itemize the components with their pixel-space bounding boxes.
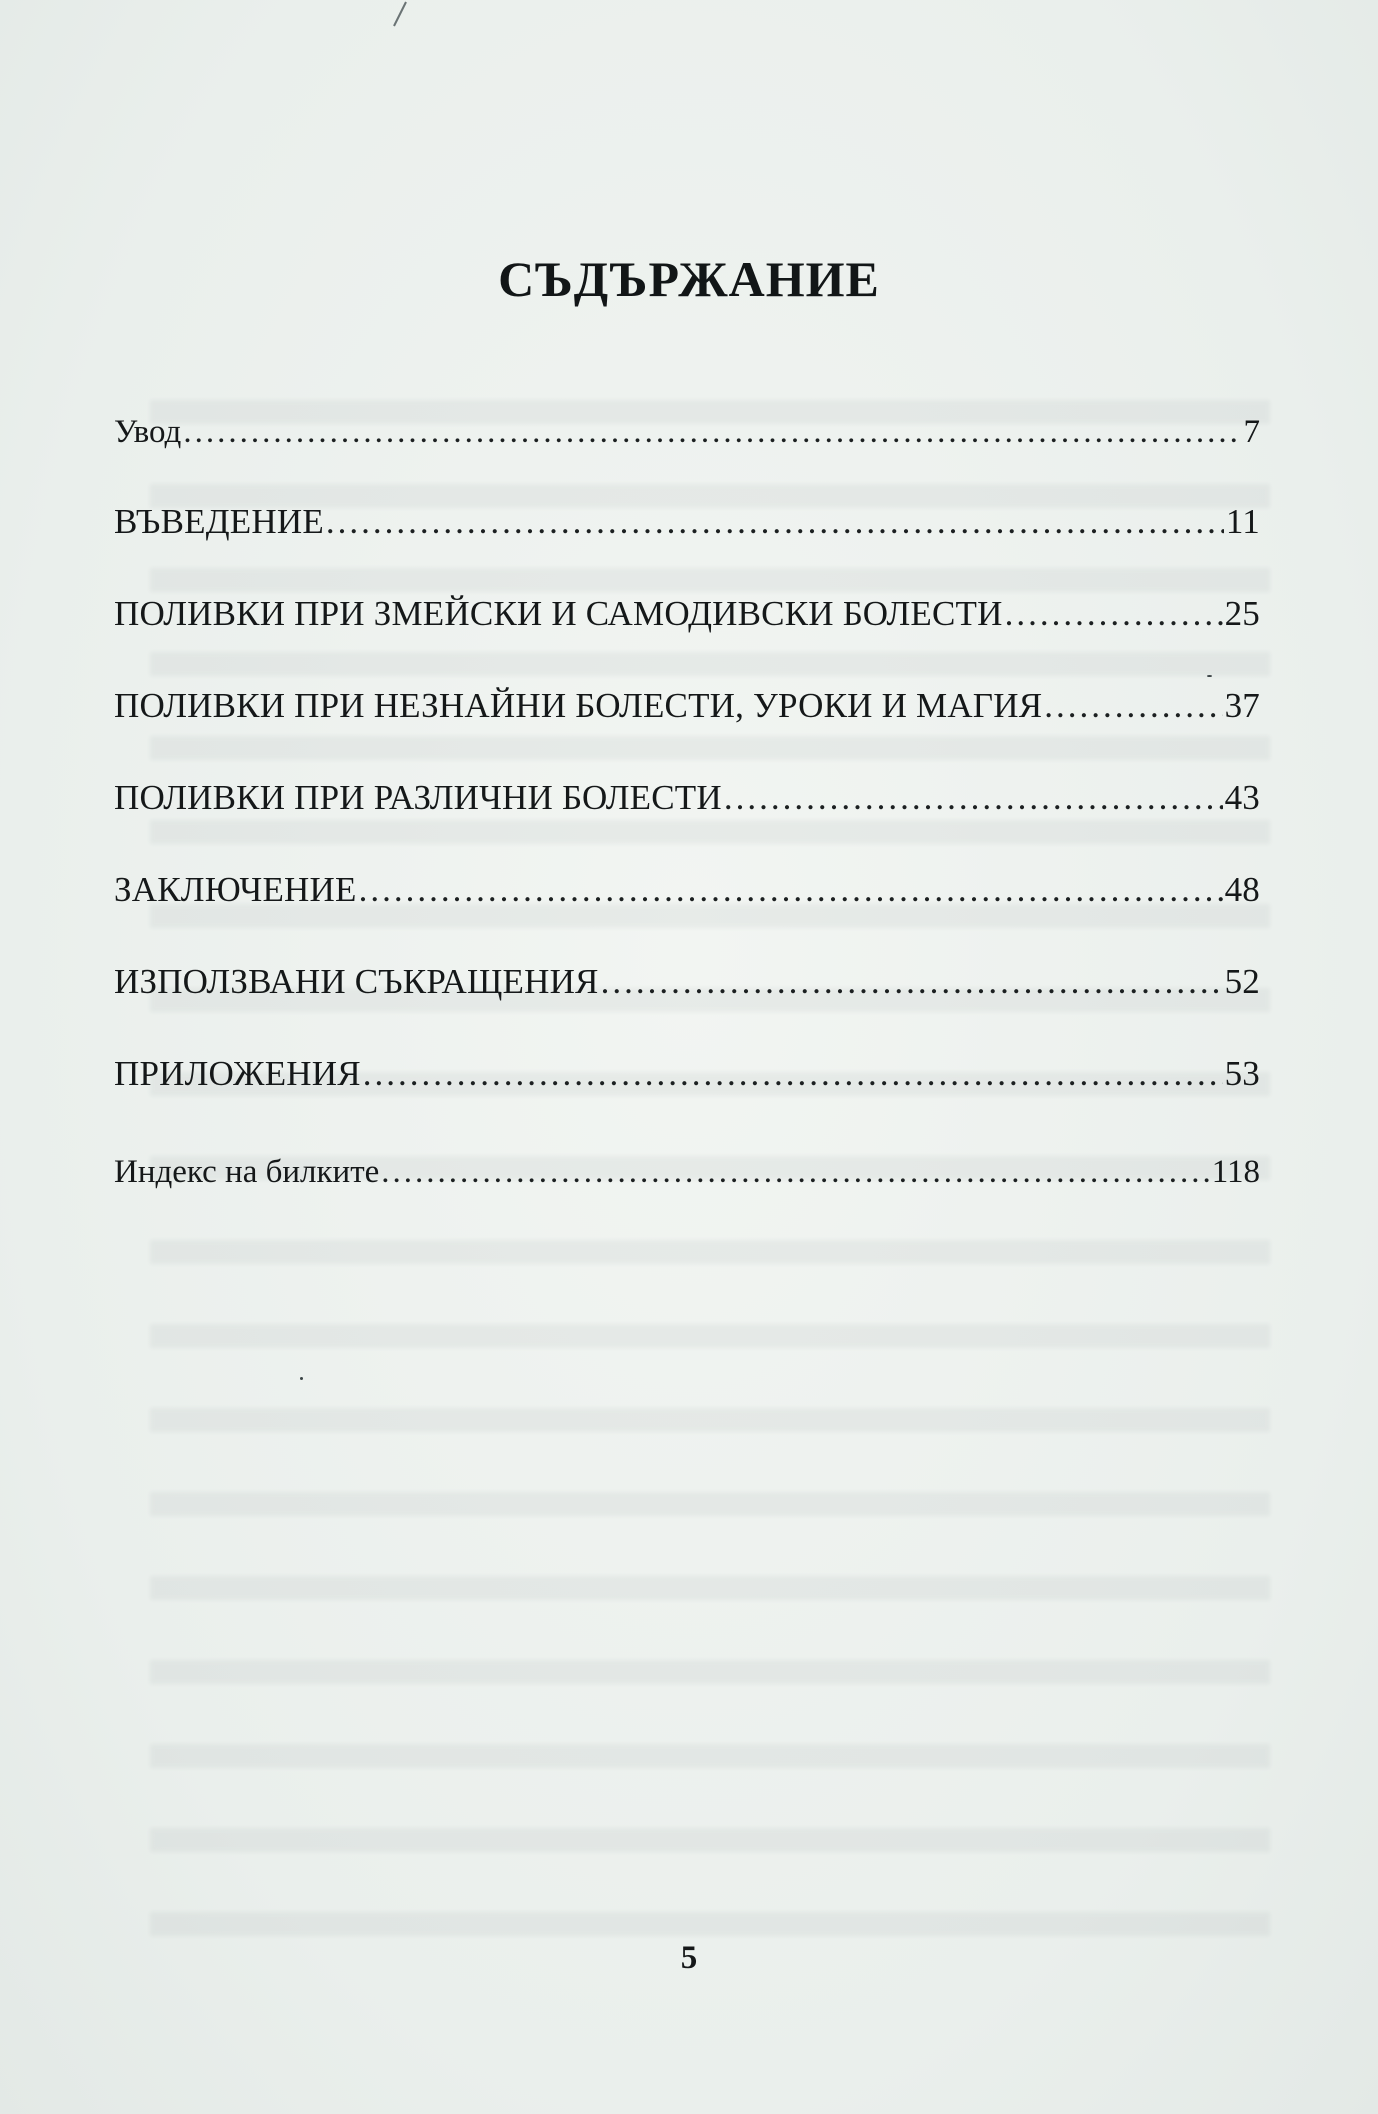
toc-entry-page: 53 [1224, 1054, 1260, 1093]
dot-leader [381, 1154, 1209, 1191]
toc-entry-page: 118 [1211, 1154, 1260, 1190]
toc-entry-uvod[interactable] [114, 414, 1260, 464]
toc-entry-page: 11 [1225, 502, 1260, 541]
toc-entry-label: ПОЛИВКИ ПРИ РАЗЛИЧНИ БОЛЕСТИ [114, 778, 722, 817]
toc-entry-zaklyuchenie[interactable] [114, 870, 1260, 920]
toc-entry-sakrashteniya[interactable] [114, 962, 1260, 1012]
page-title: СЪДЪРЖАНИЕ [498, 251, 880, 307]
toc-entry-razlichni[interactable] [114, 778, 1260, 828]
toc-entry-neznayni[interactable] [114, 686, 1260, 736]
toc-entry-label: Индекс на билките [114, 1154, 380, 1190]
toc-entry-prilozheniya[interactable] [114, 1054, 1260, 1104]
toc-entry-vavedenie[interactable] [114, 502, 1260, 552]
toc-entry-label: ИЗПОЛЗВАНИ СЪКРАЩЕНИЯ [114, 962, 599, 1001]
toc-entry-label: ЗАКЛЮЧЕНИЕ [114, 870, 357, 909]
toc-entry-page: 37 [1224, 686, 1260, 725]
dot-leader [183, 414, 1241, 451]
toc-entry-page: 7 [1243, 414, 1260, 450]
dot-leader [326, 502, 1224, 542]
show-through-texture [150, 340, 1270, 1940]
toc-entry-page: 52 [1224, 962, 1260, 1001]
toc-entry-zmeyski[interactable] [114, 594, 1260, 644]
paper-speck [1207, 675, 1212, 677]
toc-entry-label: ПОЛИВКИ ПРИ НЕЗНАЙНИ БОЛЕСТИ, УРОКИ И МАГИЯ [114, 686, 1043, 725]
toc-entry-page: 48 [1224, 870, 1260, 909]
toc-entry-page: 25 [1224, 594, 1260, 633]
dot-leader [1044, 686, 1222, 726]
dot-leader [724, 778, 1223, 818]
page-number: 5 [680, 1940, 698, 1976]
dot-leader [363, 1054, 1223, 1094]
dot-leader [359, 870, 1223, 910]
paper-speck [300, 1377, 303, 1380]
toc-entry-label: ПОЛИВКИ ПРИ ЗМЕЙСКИ И САМОДИВСКИ БОЛЕСТИ [114, 594, 1003, 633]
dot-leader [601, 962, 1223, 1002]
toc-entry-label: Увод [114, 414, 182, 450]
toc-entry-indeks[interactable] [114, 1154, 1260, 1204]
toc-entry-label: ВЪВЕДЕНИЕ [114, 502, 324, 541]
toc-entry-label: ПРИЛОЖЕНИЯ [114, 1054, 361, 1093]
pencil-mark [390, 0, 410, 28]
dot-leader [1005, 594, 1223, 634]
toc-entry-page: 43 [1224, 778, 1260, 817]
